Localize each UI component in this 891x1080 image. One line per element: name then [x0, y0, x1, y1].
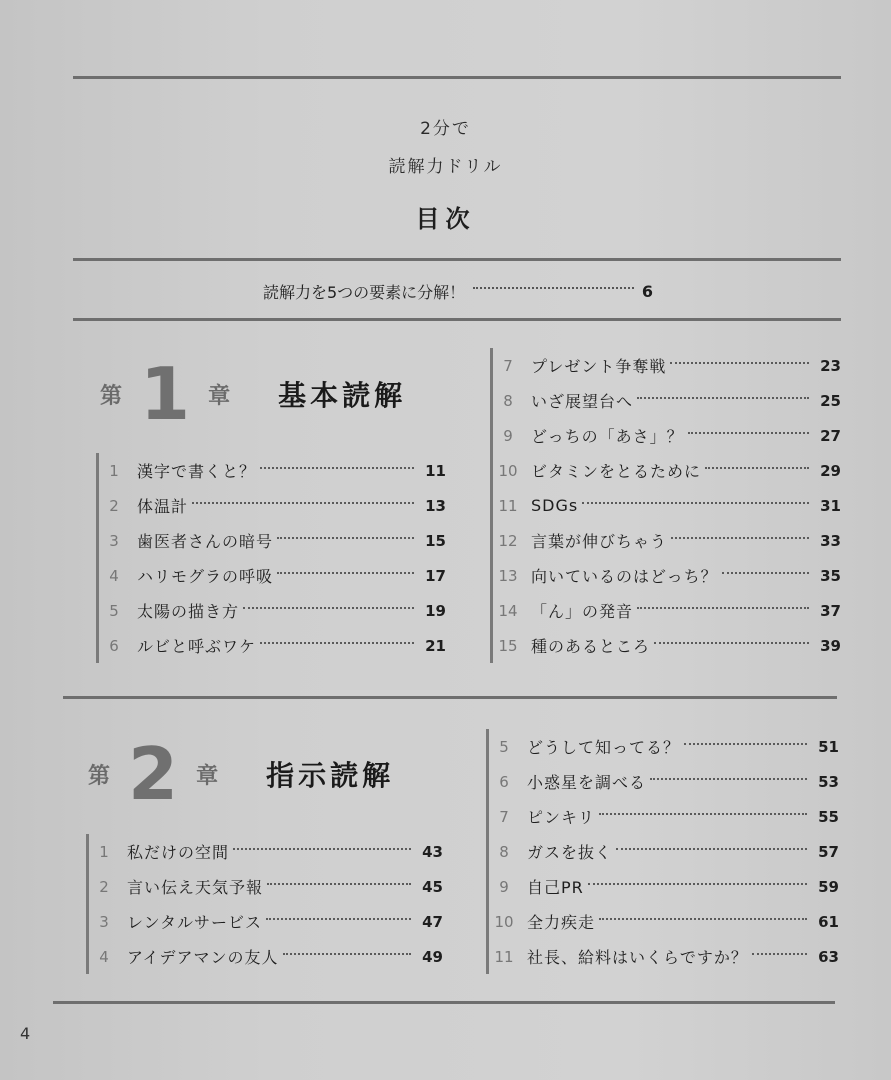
- entry-title: 言い伝え天気予報: [127, 878, 264, 897]
- entry-page: 31: [820, 496, 841, 515]
- entry-title: 自己PR: [527, 878, 584, 897]
- entry-page: 57: [818, 842, 839, 861]
- toc-entry[interactable]: [489, 799, 839, 834]
- entry-number: 3: [99, 912, 109, 931]
- leader-dots: [670, 362, 809, 364]
- entry-title: いざ展望台へ: [531, 392, 634, 411]
- chapter1-left-list: [96, 453, 446, 663]
- toc-entry[interactable]: [489, 939, 839, 974]
- chapter-number: 2: [128, 732, 179, 816]
- toc-entry[interactable]: [99, 453, 446, 488]
- toc-entry[interactable]: [493, 523, 841, 558]
- chapter-title: 指示読解: [266, 759, 395, 792]
- toc-entry[interactable]: [493, 628, 841, 663]
- leader-dots: [277, 572, 414, 574]
- leader-dots: [192, 502, 414, 504]
- entry-title: ガスを抜く: [527, 843, 613, 862]
- subtitle-line2: 読解力ドリル: [388, 157, 503, 177]
- page-title: 目次: [415, 205, 476, 233]
- leader-dots: [650, 778, 807, 780]
- entry-page: 47: [422, 912, 443, 931]
- leader-dots: [267, 883, 411, 885]
- toc-entry[interactable]: [493, 348, 841, 383]
- entry-page: 39: [820, 636, 841, 655]
- intro-page: 6: [641, 281, 653, 301]
- entry-number: 8: [503, 391, 513, 410]
- entry-page: 45: [422, 877, 443, 896]
- leader-dots: [266, 918, 411, 920]
- toc-entry[interactable]: [89, 939, 443, 974]
- entry-title: SDGs: [531, 496, 579, 515]
- entry-page: 27: [820, 426, 841, 445]
- entry-title: 「ん」の発音: [531, 602, 634, 621]
- leader-dots: [671, 537, 809, 539]
- chapter1-heading: [100, 352, 407, 436]
- toc-entry[interactable]: [99, 488, 446, 523]
- chapter2-heading: [88, 732, 395, 816]
- entry-page: 61: [818, 912, 839, 931]
- entry-page: 11: [425, 461, 446, 480]
- leader-dots: [722, 572, 809, 574]
- entry-title: どっちの「あさ」？: [531, 427, 684, 446]
- chapter-number: 1: [140, 352, 191, 436]
- chapter-prefix: 第: [100, 383, 123, 409]
- entry-number: 13: [498, 566, 518, 585]
- leader-dots: [688, 432, 809, 434]
- entry-number: 7: [499, 807, 509, 826]
- intro-text: 読解力を5つの要素に分解！: [263, 282, 466, 302]
- entry-page: 17: [425, 566, 446, 585]
- page-number: 4: [20, 1024, 31, 1043]
- entry-number: 12: [498, 531, 518, 550]
- entry-number: 1: [109, 461, 119, 480]
- entry-title: ビタミンをとるために: [531, 462, 702, 481]
- entry-number: 9: [503, 426, 513, 445]
- chapter2-left-list: [86, 834, 443, 974]
- entry-page: 19: [425, 601, 446, 620]
- entry-number: 15: [498, 636, 518, 655]
- toc-entry[interactable]: [493, 558, 841, 593]
- entry-page: 51: [818, 737, 839, 756]
- toc-entry[interactable]: [99, 523, 446, 558]
- chapter2-right-list: [486, 729, 839, 974]
- toc-entry[interactable]: [99, 593, 446, 628]
- entry-page: 49: [422, 947, 443, 966]
- toc-entry[interactable]: [489, 904, 839, 939]
- entry-title: 私だけの空間: [127, 843, 230, 862]
- chapter-suffix: 章: [196, 763, 219, 789]
- entry-title: 太陽の描き方: [137, 602, 240, 621]
- toc-entry[interactable]: [489, 869, 839, 904]
- entry-page: 33: [820, 531, 841, 550]
- leader-dots: [233, 848, 411, 850]
- entry-page: 13: [425, 496, 446, 515]
- entry-title: レンタルサービス: [127, 913, 262, 932]
- leader-dots: [473, 287, 634, 289]
- entry-number: 4: [99, 947, 109, 966]
- toc-entry[interactable]: [89, 904, 443, 939]
- leader-dots: [277, 537, 414, 539]
- leader-dots: [582, 502, 809, 504]
- leader-dots: [637, 397, 809, 399]
- entry-page: 37: [820, 601, 841, 620]
- intro-entry[interactable]: [263, 279, 653, 303]
- toc-entry[interactable]: [493, 383, 841, 418]
- entry-number: 10: [494, 912, 514, 931]
- chapter-divider: [63, 696, 837, 699]
- entry-page: 21: [425, 636, 446, 655]
- leader-dots: [588, 883, 807, 885]
- toc-entry[interactable]: [493, 593, 841, 628]
- toc-entry[interactable]: [89, 834, 443, 869]
- entry-title: アイデアマンの友人: [127, 948, 279, 967]
- leader-dots: [705, 467, 809, 469]
- top-rule: [73, 76, 841, 79]
- entry-number: 3: [109, 531, 119, 550]
- toc-entry[interactable]: [489, 834, 839, 869]
- leader-dots: [599, 813, 807, 815]
- entry-number: 11: [498, 496, 518, 515]
- entry-number: 4: [109, 566, 119, 585]
- leader-dots: [243, 607, 414, 609]
- toc-entry[interactable]: [493, 453, 841, 488]
- entry-title: 小惑星を調べる: [527, 773, 647, 792]
- entry-number: 8: [499, 842, 509, 861]
- entry-title: 社長、給料はいくらですか？: [527, 948, 748, 967]
- entry-number: 10: [498, 461, 518, 480]
- entry-page: 29: [820, 461, 841, 480]
- toc-entry[interactable]: [493, 418, 841, 453]
- toc-entry[interactable]: [89, 869, 443, 904]
- entry-title: ピンキリ: [527, 808, 596, 827]
- entry-number: 2: [109, 496, 119, 515]
- entry-title: ルビと呼ぶワケ: [137, 637, 257, 656]
- entry-number: 9: [499, 877, 509, 896]
- leader-dots: [260, 467, 414, 469]
- entry-page: 25: [820, 391, 841, 410]
- leader-dots: [684, 743, 807, 745]
- entry-page: 59: [818, 877, 839, 896]
- rule-above-intro: [73, 258, 841, 261]
- chapter-title: 基本読解: [278, 379, 407, 412]
- entry-page: 23: [820, 356, 841, 375]
- entry-title: 全力疾走: [527, 913, 596, 932]
- entry-number: 6: [499, 772, 509, 791]
- chapter-suffix: 章: [208, 383, 231, 409]
- entry-title: 言葉が伸びちゃう: [531, 532, 668, 551]
- leader-dots: [260, 642, 414, 644]
- leader-dots: [654, 642, 809, 644]
- rule-below-intro: [73, 318, 841, 321]
- entry-page: 53: [818, 772, 839, 791]
- entry-number: 5: [499, 737, 509, 756]
- entry-title: 漢字で書くと？: [137, 462, 257, 481]
- entry-number: 1: [99, 842, 109, 861]
- entry-title: 向いているのはどっち？: [531, 567, 718, 586]
- leader-dots: [599, 918, 807, 920]
- entry-number: 11: [494, 947, 514, 966]
- entry-page: 15: [425, 531, 446, 550]
- chapter-prefix: 第: [88, 763, 111, 789]
- entry-title: 種のあるところ: [531, 637, 651, 656]
- entry-page: 43: [422, 842, 443, 861]
- toc-entry[interactable]: [493, 488, 841, 523]
- entry-title: 体温計: [137, 497, 189, 516]
- entry-number: 14: [498, 601, 518, 620]
- entry-page: 63: [818, 947, 839, 966]
- entry-title: どうして知ってる？: [527, 738, 681, 757]
- toc-entry[interactable]: [99, 558, 446, 593]
- entry-page: 35: [820, 566, 841, 585]
- chapter1-right-list: [490, 348, 841, 663]
- entry-title: プレゼント争奪戦: [531, 357, 667, 376]
- entry-number: 2: [99, 877, 109, 896]
- entry-title: 歯医者さんの暗号: [137, 532, 274, 551]
- leader-dots: [283, 953, 411, 955]
- entry-page: 55: [818, 807, 839, 826]
- entry-number: 7: [503, 356, 513, 375]
- leader-dots: [752, 953, 807, 955]
- toc-entry[interactable]: [489, 729, 839, 764]
- leader-dots: [616, 848, 807, 850]
- toc-entry[interactable]: [99, 628, 446, 663]
- entry-number: 6: [109, 636, 119, 655]
- bottom-rule: [53, 1001, 835, 1004]
- toc-entry[interactable]: [489, 764, 839, 799]
- entry-title: ハリモグラの呼吸: [137, 567, 274, 586]
- subtitle-line1: 2分で: [420, 119, 471, 139]
- leader-dots: [637, 607, 809, 609]
- entry-number: 5: [109, 601, 119, 620]
